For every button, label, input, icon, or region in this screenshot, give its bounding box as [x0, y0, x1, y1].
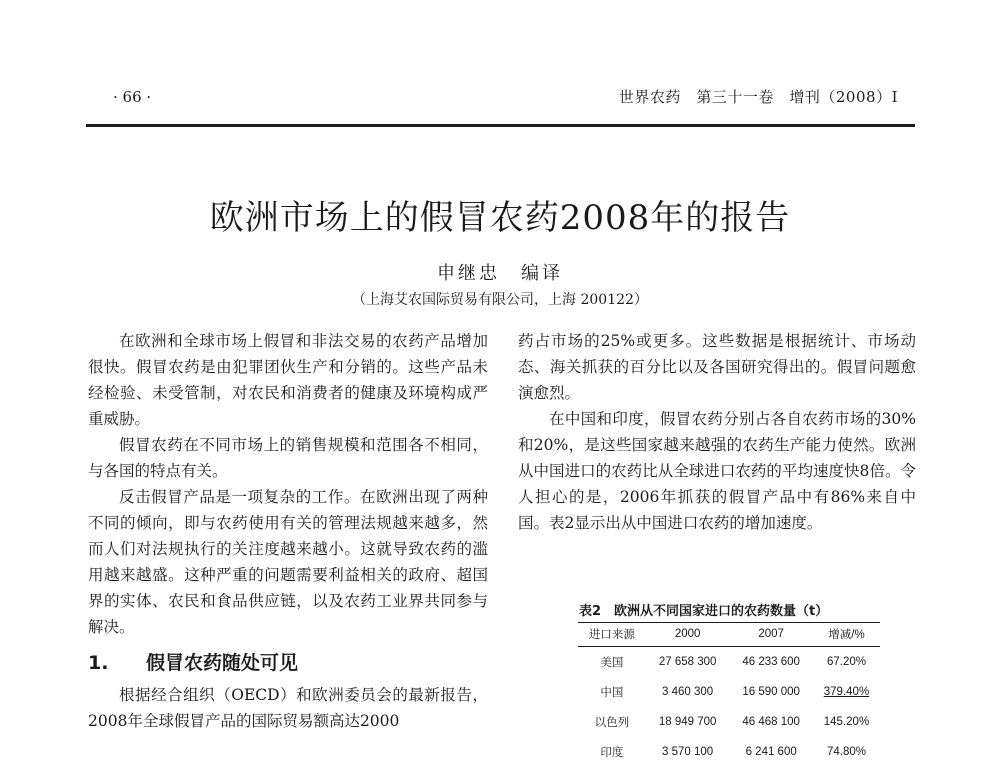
table-cell: 74.80% [826, 746, 866, 758]
paragraph: 在欧洲和全球市场上假冒和非法交易的农药产品增加很快。假冒农药是由犯罪团伙生产和分销的。这些产品未经检验、未受管制，对农民和消费者的健康及环境构成严重威胁。 [88, 332, 488, 428]
paragraph: 在中国和印度，假冒农药分别占各自农药市场的30%和20%，是这些国家越来越强的农药生产能力使然。欧洲从中国进口的农药比从全球进口农药的平均速度快8倍。令人担心的是，2006年抓获的假冒产品中有86%来自中国。表2显示出从中国进口农药的增加速度。 [518, 410, 916, 532]
table-cell-value: 379.40% [823, 686, 870, 698]
section-heading [88, 650, 488, 676]
table-cell: 3 460 300 [662, 686, 714, 698]
table-cell: 67.20% [826, 656, 866, 668]
journal-header: 世界农药 第三十一卷 增刊（2008）Ⅰ [618, 88, 898, 106]
table-header-cell: 增减/% [813, 623, 880, 647]
paragraph: 假冒农药在不同市场上的销售规模和范围各不相同，与各国的特点有关。 [88, 436, 488, 480]
table-cell: 中国 [600, 687, 624, 699]
table-row [578, 737, 880, 767]
paragraph: 反击假冒产品是一项复杂的工作。在欧洲出现了两种不同的倾向，即与农药使用有关的管理法规越来越多，然而人们对法规执行的关注度越来越小。这就导致农药的滥用越来越盛。这种严重的问题需要利益相关的政府、超国界的实体、农民和食品供应链，以及农药工业界共同参与解决。 [88, 488, 488, 636]
table-row [578, 707, 880, 737]
section-number: 1. [88, 652, 109, 674]
left-column [88, 328, 488, 734]
table-caption: 表2 欧洲从不同国家进口的农药数量（t） [579, 604, 829, 619]
paragraph: 根据经合组织（OECD）和欧洲委员会的最新报告，2008年全球假冒产品的国际贸易额高达2000 [88, 686, 488, 730]
article-title: 欧洲市场上的假冒农药2008年的报告 [209, 198, 791, 238]
table-cell: 6 241 600 [745, 746, 797, 758]
table-row [578, 647, 880, 678]
table-cell: 46 233 600 [742, 656, 800, 668]
header-rule [86, 124, 915, 127]
section-title: 假冒农药随处可见 [146, 652, 299, 674]
paragraph: 药占市场的25%或更多。这些数据是根据统计、市场动态、海关抓获的百分比以及各国研究得出的。假冒问题愈演愈烈。 [518, 332, 916, 402]
table-cell: 16 590 000 [742, 686, 800, 698]
table-cell: 3 570 100 [662, 746, 714, 758]
table-header-cell: 2000 [646, 623, 730, 647]
author-line: 申继忠 编译 [437, 263, 563, 284]
table-cell: 145.20% [823, 716, 870, 728]
table-header-row [578, 623, 880, 647]
table-header-cell: 2007 [729, 623, 813, 647]
right-column [518, 328, 916, 536]
table-cell [813, 677, 880, 707]
page-number: · 66 · [113, 88, 152, 106]
table-cell: 46 468 100 [742, 716, 800, 728]
table-header-cell: 进口来源 [578, 623, 646, 647]
table-cell: 美国 [600, 657, 624, 669]
table-cell: 印度 [600, 747, 624, 759]
affiliation: （上海艾农国际贸易有限公司，上海 200122） [352, 292, 648, 308]
table-cell: 27 658 300 [658, 656, 717, 668]
table-cell: 18 949 700 [658, 716, 717, 728]
table-cell: 以色列 [594, 717, 630, 729]
import-table [578, 622, 880, 767]
table-row [578, 677, 880, 707]
